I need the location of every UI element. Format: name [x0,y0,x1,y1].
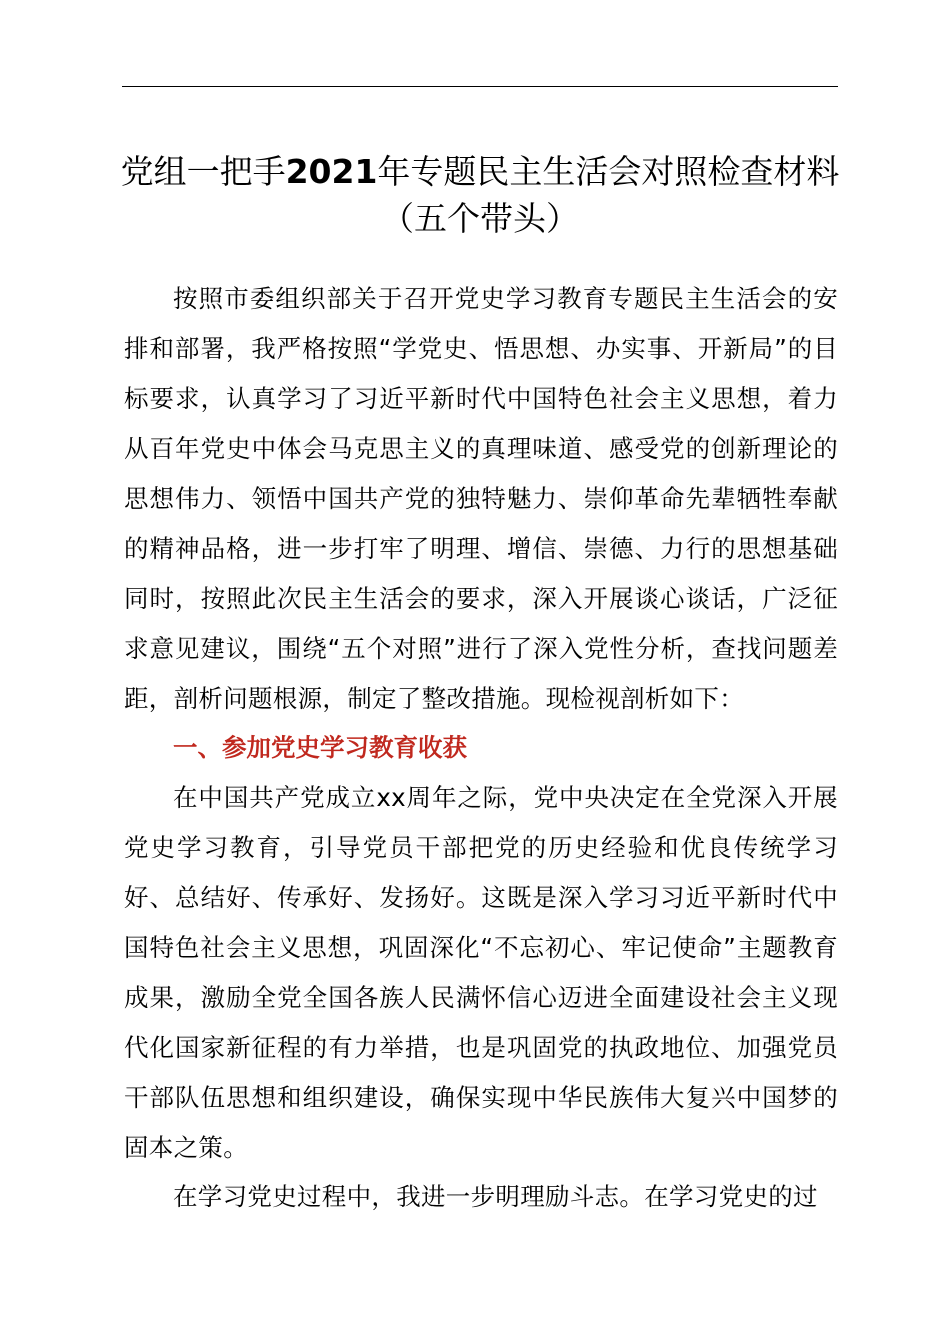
title-year: 2021 [285,152,378,191]
header-rule [122,86,838,87]
intro-paragraph: 按照市委组织部关于召开党史学习教育专题民主生活会的安排和部署，我严格按照“学党史、悟思想、办实事、开新局”的目标要求，认真学习了习近平新时代中国特色社会主义思想，着力从百年党史中体会马克思主义的真理味道、感受党的创新理论的思想伟力、领悟中国共产党的独特魅力、崇仰革命先辈牺牲奉献的精神品格，进一步打牢了明理、增信、崇德、力行的思想基础同时，按照此次民主生活会的要求，深入开展谈心谈话，广泛征求意见建议，围绕“五个对照”进行了深入党性分析，查找问题差距，剖析问题根源，制定了整改措施。现检视剖析如下： [124,284,838,713]
title-part2: 年专题民主生活会对照检查材料（五个带头） [377,152,840,238]
body-paragraph: 在中国共产党成立xx周年之际，党中央决定在全党深入开展党史学习教育，引导党员干部把党的历史经验和优良传统学习好、总结好、传承好、发扬好。这既是深入学习习近平新时代中国特色社会主义思想，巩固深化“不忘初心、牢记使命”主题教育成果，激励全党全国各族人民满怀信心迈进全面建设社会主义现代化国家新征程的有力举措，也是巩固党的执政地位、加强党员干部队伍思想和组织建设，确保实现中华民族伟大复兴中国梦的固本之策。 [124,783,838,1162]
body-paragraph-continued: 在学习党史过程中，我进一步明理励斗志。在学习党史的过 [173,1182,818,1211]
document-title [118,148,842,242]
section-heading: 一、参加党史学习教育收获 [173,733,467,762]
title-part1: 党组一把手 [120,152,286,191]
